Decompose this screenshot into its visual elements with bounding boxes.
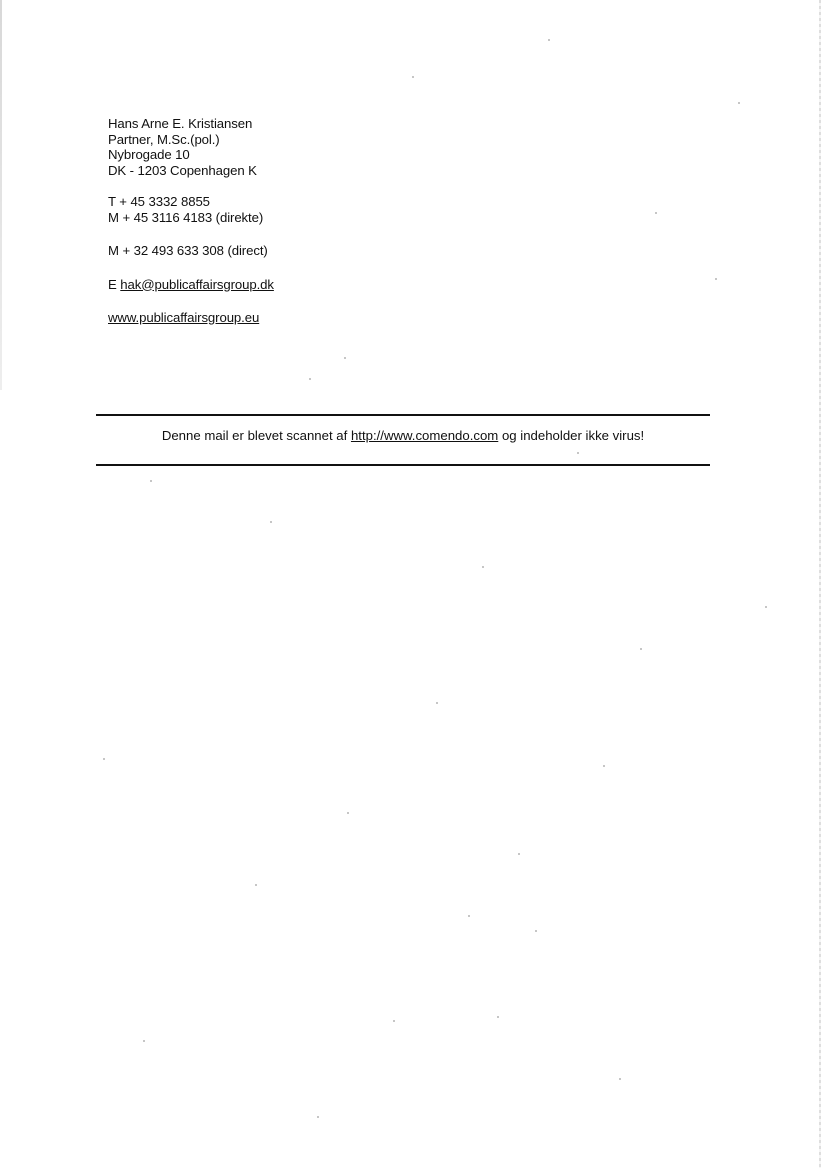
email-prefix: E [108, 276, 117, 292]
scan-speck [765, 606, 767, 608]
scan-speck [535, 930, 537, 932]
scan-speck [412, 76, 414, 78]
scan-speck [655, 212, 657, 214]
email-link[interactable]: hak@publicaffairsgroup.dk [120, 276, 274, 292]
scan-speck [482, 566, 484, 568]
scan-speck [468, 915, 470, 917]
scan-speck [738, 102, 740, 104]
signature-spacer [108, 225, 274, 243]
signature-spacer [108, 292, 274, 310]
scan-speck [393, 1020, 395, 1022]
scan-speck [619, 1078, 621, 1080]
signature-website-line [108, 310, 274, 326]
comendo-link[interactable]: http://www.comendo.com [350, 428, 499, 443]
scan-edge-right [819, 0, 821, 1168]
scan-speck [497, 1016, 499, 1018]
scan-speck [548, 39, 550, 41]
email-signature [108, 116, 274, 326]
signature-spacer [108, 259, 274, 277]
scan-speck [518, 853, 520, 855]
scan-speck [270, 521, 272, 523]
notice-text-start: Denne mail er blevet scannet af [161, 428, 348, 443]
scan-speck [347, 812, 349, 814]
scan-speck [317, 1116, 319, 1118]
signature-name: Hans Arne E. Kristiansen [108, 116, 253, 131]
signature-spacer [108, 178, 274, 194]
scan-speck [309, 378, 311, 380]
signature-phone: T + 45 3332 8855 [108, 194, 210, 209]
scan-speck [715, 278, 717, 280]
scan-speck [143, 1040, 145, 1042]
virus-scan-notice [96, 428, 710, 444]
signature-mobile-be: M + 32 493 633 308 (direct) [108, 243, 268, 258]
scan-speck [436, 702, 438, 704]
notice-text-end: og indeholder ikke virus! [501, 428, 645, 443]
signature-email-line [108, 277, 274, 293]
scan-speck [103, 758, 105, 760]
signature-title: Partner, M.Sc.(pol.) [108, 131, 220, 147]
signature-mobile-dk: M + 45 3116 4183 (direkte) [108, 209, 264, 225]
signature-city: DK - 1203 Copenhagen K [108, 162, 257, 178]
scan-speck [255, 884, 257, 886]
scan-edge-left [0, 0, 2, 390]
scan-speck [344, 357, 346, 359]
disclaimer-bottom-rule [96, 464, 710, 466]
scan-speck [577, 452, 579, 454]
scan-speck [640, 648, 642, 650]
signature-street: Nybrogade 10 [108, 147, 190, 162]
scan-speck [603, 765, 605, 767]
website-link[interactable]: www.publicaffairsgroup.eu [108, 310, 260, 325]
scan-speck [150, 480, 152, 482]
disclaimer-top-rule [96, 414, 710, 416]
